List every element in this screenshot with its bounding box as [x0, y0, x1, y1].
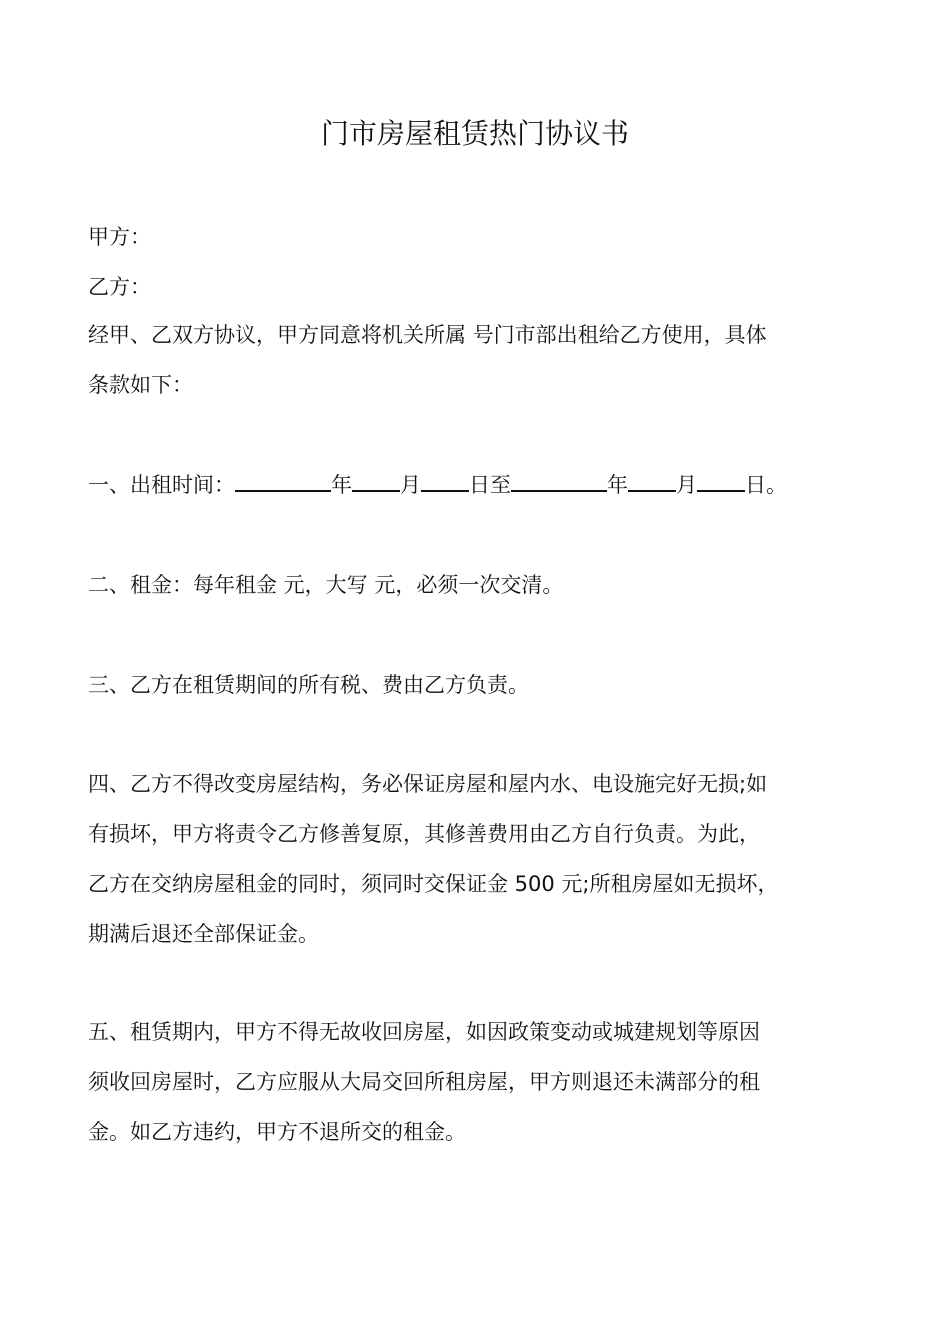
start-year-blank	[235, 470, 331, 492]
end-month-label: 月	[676, 473, 697, 497]
intro-line-2: 条款如下：	[88, 373, 193, 397]
start-day-blank	[421, 470, 469, 492]
party-b-label: 乙方：	[88, 275, 151, 299]
year-label: 年	[331, 473, 352, 497]
clause-4-line-4: 期满后退还全部保证金。	[88, 922, 319, 946]
clause-1-rental-period	[88, 470, 787, 500]
clause-4-line-3: 乙方在交纳房屋租金的同时，须同时交保证金 500 元;所租房屋如无损坏，	[88, 872, 779, 896]
clause-1-prefix: 一、出租时间：	[88, 473, 235, 497]
month-label: 月	[400, 473, 421, 497]
end-year-label: 年	[607, 473, 628, 497]
end-day-label: 日。	[745, 473, 787, 497]
clause-4-line-1: 四、乙方不得改变房屋结构，务必保证房屋和屋内水、电设施完好无损;如	[88, 772, 768, 796]
clause-5-line-3: 金。如乙方违约，甲方不退所交的租金。	[88, 1120, 466, 1144]
clause-5-line-2: 须收回房屋时，乙方应服从大局交回所租房屋，甲方则退还未满部分的租	[88, 1070, 760, 1094]
party-a-label: 甲方：	[88, 225, 151, 249]
end-day-blank	[697, 470, 745, 492]
clause-2-rent: 二、租金：每年租金 元，大写 元，必须一次交清。	[88, 573, 564, 597]
start-month-blank	[352, 470, 400, 492]
end-year-blank	[511, 470, 607, 492]
document-title: 门市房屋租赁热门协议书	[320, 117, 629, 150]
clause-5-line-1: 五、租赁期内，甲方不得无故收回房屋，如因政策变动或城建规划等原因	[88, 1020, 760, 1044]
clause-3-taxes: 三、乙方在租赁期间的所有税、费由乙方负责。	[88, 673, 529, 697]
clause-4-line-2: 有损坏，甲方将责令乙方修善复原，其修善费用由乙方自行负责。为此，	[88, 822, 760, 846]
day-to-label: 日至	[469, 473, 511, 497]
intro-line-1: 经甲、乙双方协议，甲方同意将机关所属 号门市部出租给乙方使用，具体	[88, 323, 767, 347]
end-month-blank	[628, 470, 676, 492]
